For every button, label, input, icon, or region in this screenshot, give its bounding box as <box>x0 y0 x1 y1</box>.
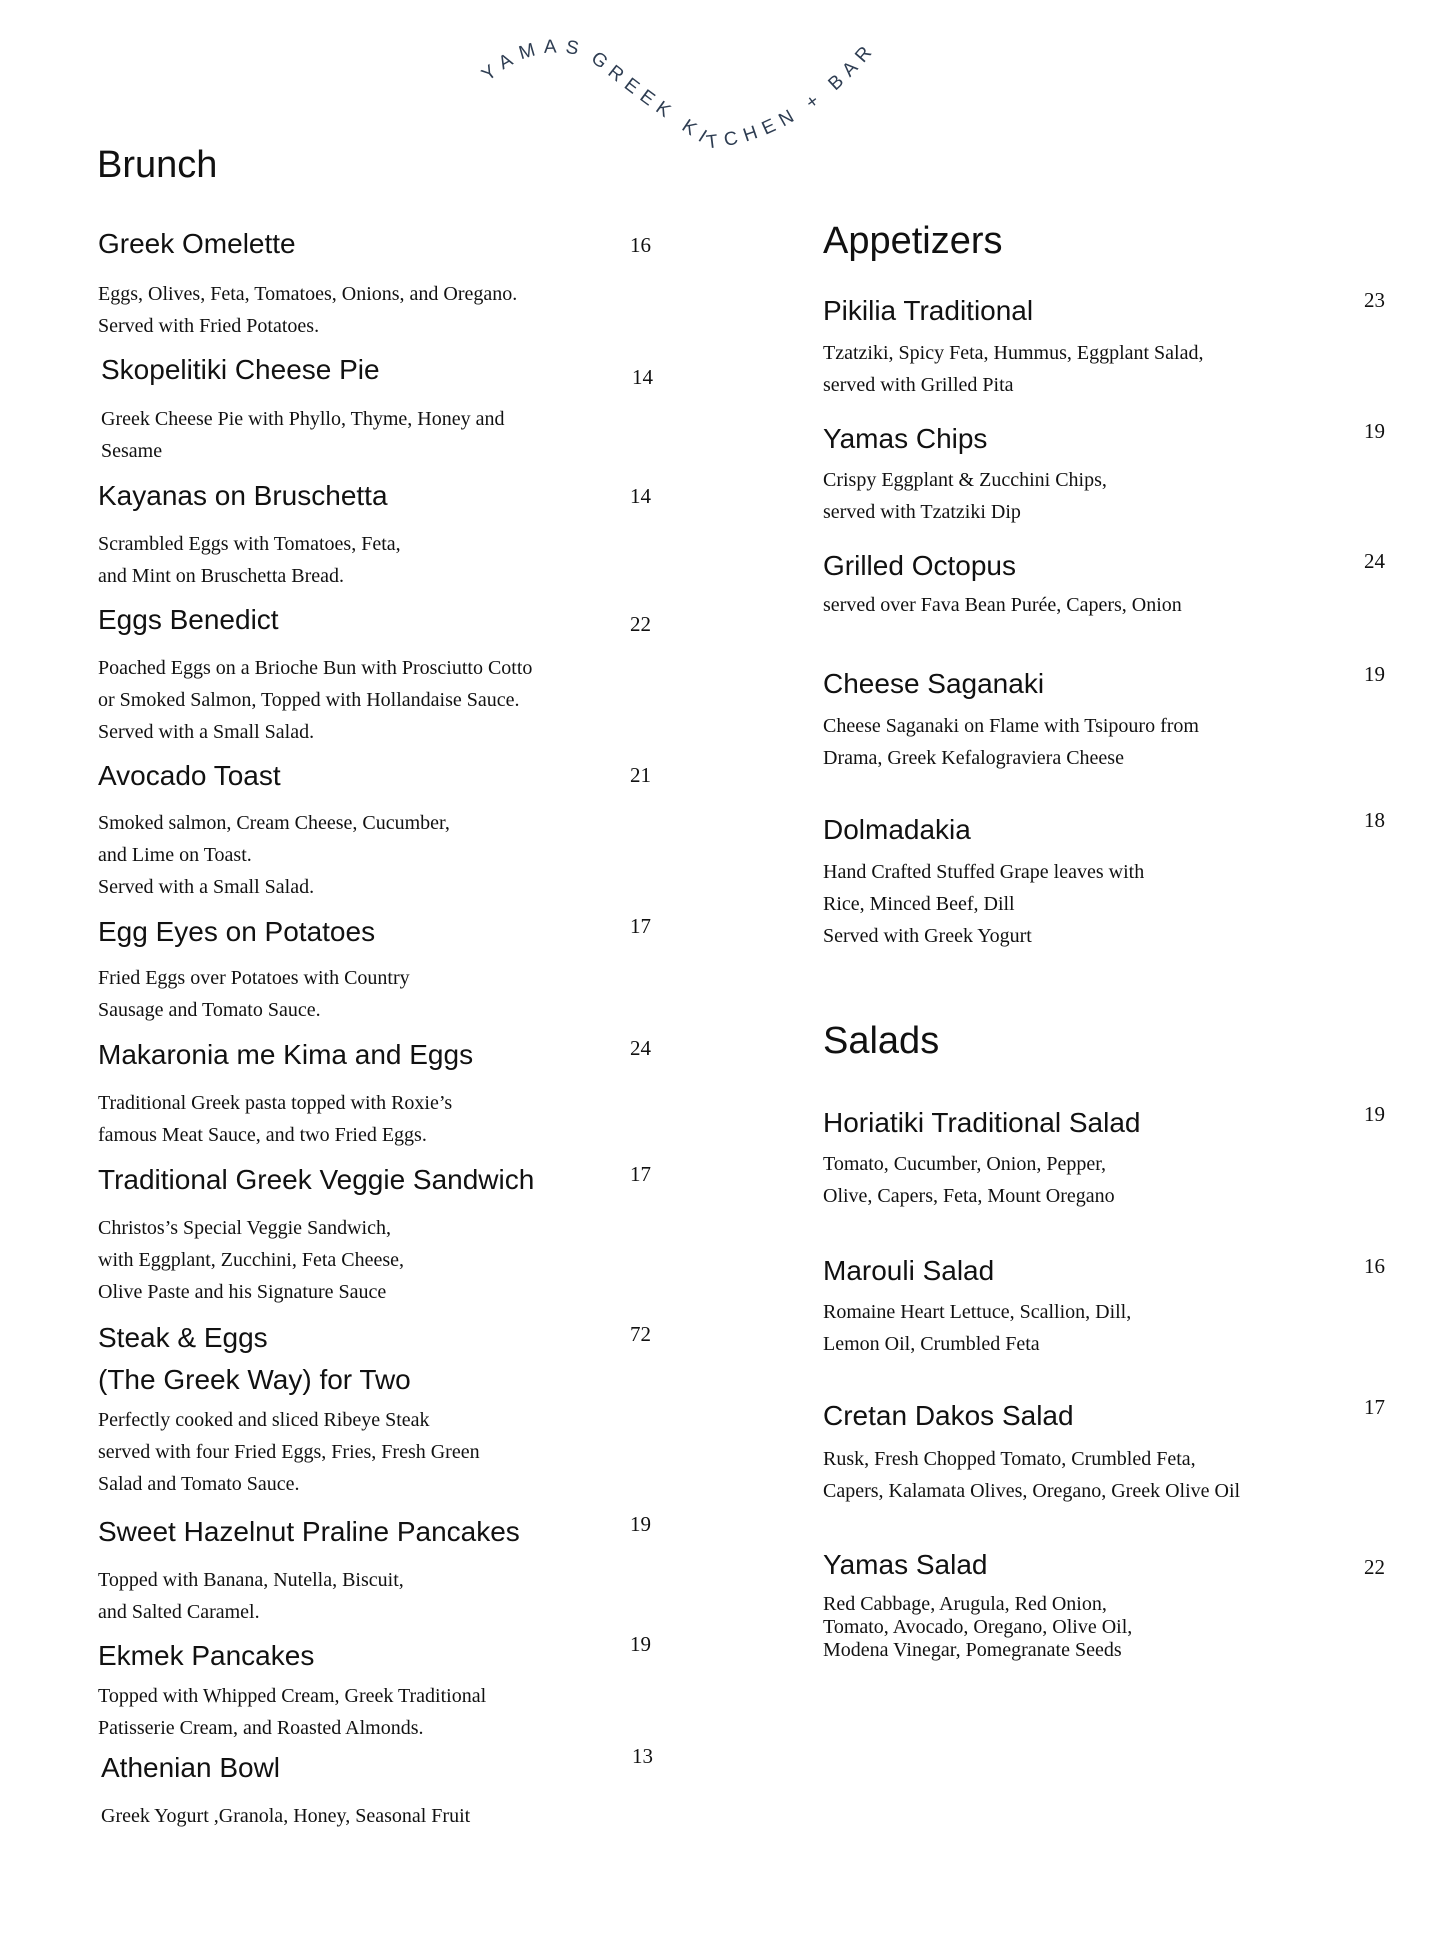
brunch-item-name: Avocado Toast <box>98 760 281 791</box>
brunch-item-price: 19 <box>630 1512 651 1536</box>
brunch-item-description: Fried Eggs over Potatoes with Country Sausage and Tomato Sauce. <box>98 967 410 1021</box>
brunch-item-price: 14 <box>630 484 651 508</box>
brunch-item-description: Poached Eggs on a Brioche Bun with Prosciutto Cotto or Smoked Salmon, Topped with Hollandaise Sauce. Served with a Small Salad. <box>98 657 533 743</box>
salads-title: Salads <box>823 1020 940 1062</box>
brunch-item-price: 21 <box>630 763 651 787</box>
salad-item-price: 19 <box>1364 1102 1385 1126</box>
salad-item-name: Cretan Dakos Salad <box>823 1400 1074 1431</box>
brunch-item-name: Ekmek Pancakes <box>98 1640 315 1671</box>
appetizer-item-name: Yamas Chips <box>823 423 988 454</box>
appetizer-item-price: 18 <box>1364 808 1385 832</box>
brunch-item-name: Athenian Bowl <box>101 1752 281 1783</box>
brunch-item-description: Topped with Banana, Nutella, Biscuit, and Salted Caramel. <box>98 1569 404 1623</box>
brunch-item-name: Kayanas on Bruschetta <box>98 480 388 511</box>
brunch-item-price: 24 <box>630 1036 651 1060</box>
salad-item-name: Horiatiki Traditional Salad <box>823 1107 1141 1138</box>
brunch-item-name: Sweet Hazelnut Praline Pancakes <box>98 1516 520 1547</box>
salad-item-description: Red Cabbage, Arugula, Red Onion, Tomato, Avocado, Oregano, Olive Oil, Modena Vinegar, Pomegranate Seeds <box>823 1593 1133 1661</box>
brunch-item-price: 72 <box>630 1322 651 1346</box>
appetizer-item-price: 23 <box>1364 288 1385 312</box>
restaurant-logo <box>470 30 930 180</box>
svg-text:GREEK KITCHEN + BAR <box>587 37 881 153</box>
brunch-item-description: Greek Yogurt ,Granola, Honey, Seasonal Fruit <box>101 1805 471 1827</box>
brunch-item-description: Perfectly cooked and sliced Ribeye Steak served with four Fried Eggs, Fries, Fresh Green Salad and Tomato Sauce. <box>98 1409 480 1495</box>
logo-text-kitchen-bar: GREEK KITCHEN + BAR <box>586 37 881 154</box>
brunch-item-description: Eggs, Olives, Feta, Tomatoes, Onions, and Oregano. Served with Fried Potatoes. <box>98 283 518 337</box>
salad-item-description: Romaine Heart Lettuce, Scallion, Dill, Lemon Oil, Crumbled Feta <box>823 1301 1132 1355</box>
brunch-item-name: Egg Eyes on Potatoes <box>98 916 376 947</box>
brunch-item-description: Greek Cheese Pie with Phyllo, Thyme, Honey and Sesame <box>101 408 505 462</box>
appetizer-item-description: served over Fava Bean Purée, Capers, Onion <box>823 594 1182 616</box>
brunch-item-description: Traditional Greek pasta topped with Roxie’s famous Meat Sauce, and two Fried Eggs. <box>98 1092 453 1146</box>
salad-item-price: 16 <box>1364 1254 1385 1278</box>
brunch-item-price: 16 <box>630 233 651 257</box>
salad-item-description: Tomato, Cucumber, Onion, Pepper, Olive, Capers, Feta, Mount Oregano <box>823 1153 1115 1207</box>
brunch-item-name: Eggs Benedict <box>98 604 279 635</box>
brunch-item-price: 19 <box>630 1632 651 1656</box>
appetizer-item-name: Grilled Octopus <box>823 550 1016 581</box>
svg-text:YAMAS <box>478 36 588 85</box>
salad-item-price: 22 <box>1364 1555 1385 1579</box>
brunch-item-name: Makaronia me Kima and Eggs <box>98 1039 474 1070</box>
brunch-item-name-continued: (The Greek Way) for Two <box>98 1364 411 1395</box>
brunch-item-price: 13 <box>632 1744 653 1768</box>
brunch-item-name: Traditional Greek Veggie Sandwich <box>98 1164 535 1195</box>
salad-item-name: Marouli Salad <box>823 1255 995 1286</box>
appetizer-item-price: 19 <box>1364 662 1385 686</box>
salad-item-description: Rusk, Fresh Chopped Tomato, Crumbled Feta, Capers, Kalamata Olives, Oregano, Greek Olive Oil <box>823 1448 1241 1502</box>
appetizer-item-name: Pikilia Traditional <box>823 295 1034 326</box>
appetizer-item-price: 24 <box>1364 549 1385 573</box>
brunch-item-price: 22 <box>630 612 651 636</box>
brunch-item-description: Topped with Whipped Cream, Greek Traditional Patisserie Cream, and Roasted Almonds. <box>98 1685 487 1739</box>
brunch-item-name: Greek Omelette <box>98 228 296 259</box>
brunch-item-description: Scrambled Eggs with Tomatoes, Feta, and Mint on Bruschetta Bread. <box>98 533 401 587</box>
appetizer-item-description: Cheese Saganaki on Flame with Tsipouro from Drama, Greek Kefalograviera Cheese <box>823 715 1199 769</box>
appetizer-item-description: Tzatziki, Spicy Feta, Hummus, Eggplant Salad, served with Grilled Pita <box>823 342 1204 396</box>
logo-text-yamas: YAMAS <box>478 36 589 86</box>
salad-item-price: 17 <box>1364 1395 1385 1419</box>
appetizers-title: Appetizers <box>823 220 1003 262</box>
appetizer-item-price: 19 <box>1364 419 1385 443</box>
brunch-item-price: 17 <box>630 1162 651 1186</box>
brunch-item-name: Steak & Eggs <box>98 1322 268 1353</box>
appetizer-item-description: Crispy Eggplant & Zucchini Chips, served with Tzatziki Dip <box>823 469 1107 523</box>
brunch-item-description: Smoked salmon, Cream Cheese, Cucumber, and Lime on Toast. Served with a Small Salad. <box>98 812 450 898</box>
appetizer-item-name: Cheese Saganaki <box>823 668 1045 699</box>
salad-item-name: Yamas Salad <box>823 1549 988 1580</box>
brunch-item-price: 14 <box>632 365 653 389</box>
appetizer-item-name: Dolmadakia <box>823 814 971 845</box>
brunch-item-name: Skopelitiki Cheese Pie <box>101 354 380 385</box>
brunch-item-description: Christos’s Special Veggie Sandwich, with Eggplant, Zucchini, Feta Cheese, Olive Paste and his Signature Sauce <box>98 1217 405 1303</box>
appetizer-item-description: Hand Crafted Stuffed Grape leaves with Rice, Minced Beef, Dill Served with Greek Yogurt <box>823 861 1145 947</box>
brunch-item-price: 17 <box>630 914 651 938</box>
brunch-title: Brunch <box>97 144 218 186</box>
